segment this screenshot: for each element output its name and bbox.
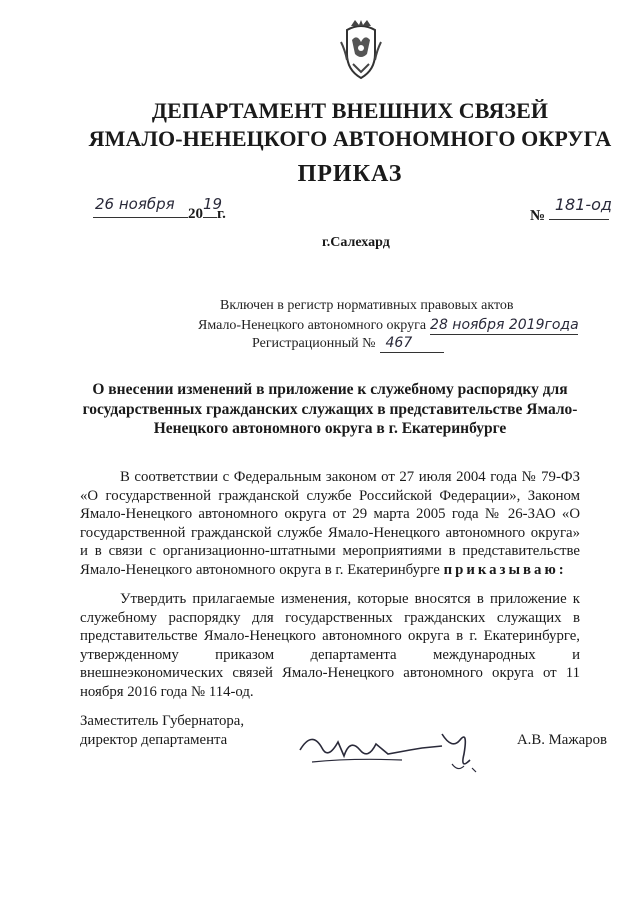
registration-line2 (198, 317, 578, 335)
registration-date-handwritten: 28 ноября 2019года (430, 317, 579, 333)
coat-of-arms-icon (337, 20, 385, 82)
number-field (549, 195, 612, 220)
registration-number-label: Регистрационный № (252, 336, 376, 351)
order-title: ПРИКАЗ (297, 161, 403, 187)
document-subject: О внесении изменений в приложение к служебному распорядку для государственных гражданских служащих в представительстве Ямало-Ненецкого автономного округа в г. Екатеринбурге (82, 381, 578, 437)
department-title (40, 97, 640, 153)
paragraph-decision: Утвердить прилагаемые изменения, которые вносятся в приложение к служебному распорядку для государственных гражданских служащих в представительстве Ямало-Ненецкого автономного округа в г. Екатеринбурге, утвержденному приказом департамента международных и внешнеэкономических связей Ямало-Ненецкого автономного округа от 11 ноября 2016 года № 114-од. (80, 591, 580, 700)
department-title-line2: ЯМАЛО-НЕНЕЦКОГО АВТОНОМНОГО ОКРУГА (88, 126, 612, 151)
registration-line1: Включен в регистр нормативных правовых актов (220, 298, 514, 313)
registration-region-label: Ямало-Ненецкого автономного округа (198, 318, 427, 333)
registration-number-handwritten: 467 (385, 335, 413, 351)
signatory-name: А.В. Мажаров (517, 732, 607, 748)
signatory-role-line1: Заместитель Губернатора, (80, 713, 245, 729)
year-prefix: 20 (188, 206, 203, 222)
preamble-text: В соответствии с Федеральным законом от 27 июля 2004 года № 79-ФЗ «О государственной гражданской службе Российской Федерации», Законом Ямало-Ненецкого автономного округа от 29 марта 2005 года № 26-ЗАО «О государственной гражданской службе Ямало-Ненецкого автономного округа» и в связи с организационно-штатными мероприятиями в представительстве Ямало-Ненецкого автономного округа в г. Екатеринбурге (80, 469, 580, 578)
signatory-role-line2: директор департамента (80, 732, 228, 748)
date-day-month-field (93, 195, 188, 218)
order-number (530, 195, 612, 225)
handwritten-signature (292, 720, 492, 780)
signatory-role (80, 712, 244, 750)
paragraph-preamble (80, 468, 580, 579)
registration-date-field (430, 317, 578, 335)
command-word: приказываю: (443, 561, 567, 578)
year-suffix: г. (217, 206, 226, 222)
department-title-line1: ДЕПАРТАМЕНТ ВНЕШНИХ СВЯЗЕЙ (151, 98, 549, 123)
number-label: № (530, 208, 546, 224)
registration-number-field (380, 335, 444, 353)
registration-line3 (252, 335, 444, 353)
date-handwritten: 26 ноября (95, 195, 175, 213)
year-field (203, 195, 223, 218)
order-date (93, 195, 226, 223)
city: г.Салехард (322, 235, 390, 250)
year-handwritten: 19 (203, 195, 223, 213)
number-handwritten: 181-од (554, 195, 612, 214)
